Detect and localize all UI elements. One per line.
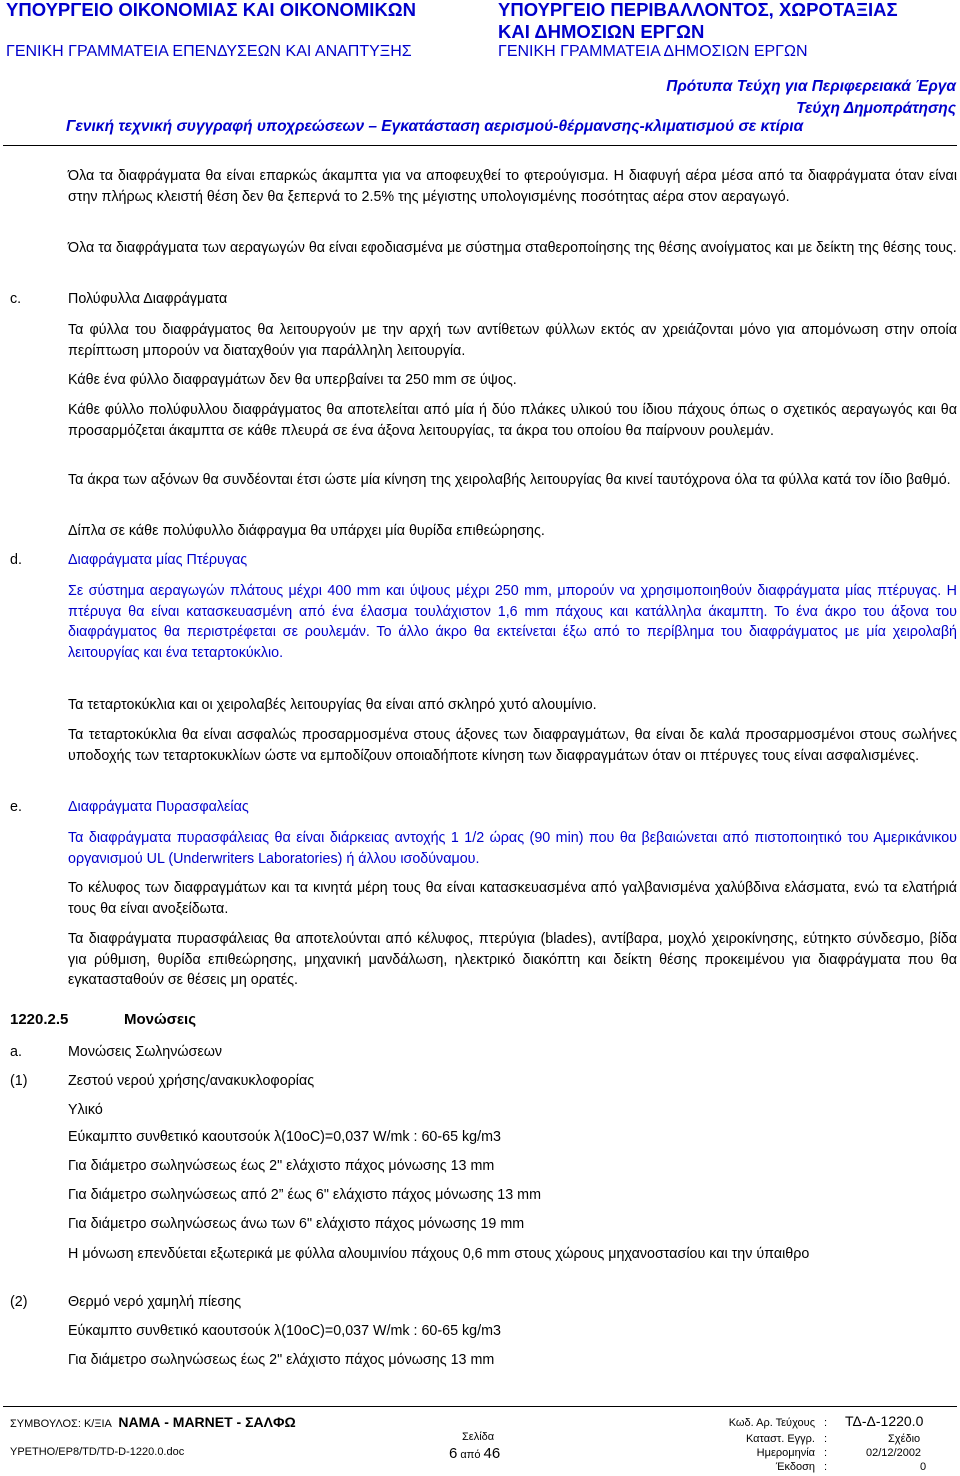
footer-page-of: από [460,1449,481,1461]
section-a-label: a. [10,1044,22,1060]
section-a-title: Μονώσεις Σωληνώσεων [68,1044,223,1060]
section-c-title: Πολύφυλλα Διαφράγματα [68,291,228,307]
section-d-title: Διαφράγματα μίας Πτέρυγας [68,552,248,568]
footer-colon-2: : [824,1433,828,1445]
footer-code-label: Κωδ. Αρ. Τεύχους [728,1417,815,1429]
footer-cat-value: Σχέδιο [888,1433,921,1445]
document-subject: Γενική τεχνική συγγραφή υποχρεώσεων – Εγκατάσταση αερισμού-θέρμανσης-κλιματισμού σε κτίρια [66,118,804,135]
item-1-title: Ζεστού νερού χρήσης/ανακυκλοφορίας [68,1073,315,1089]
footer-page-number [449,1447,500,1462]
document-type [666,76,956,120]
paragraph-d-2: Τα τεταρτοκύκλια και οι χειρολαβές λειτουργίας θα είναι από σκληρό χυτό αλουμίνιο. [68,697,597,713]
item-1-label: (1) [10,1073,28,1089]
item-2-line-1: Εύκαμπτο συνθετικό καουτσούκ λ(10oC)=0,037 W/mk : 60-65 kg/m3 [68,1323,501,1339]
footer-page-total: 46 [483,1445,501,1462]
paragraph-c-2: Κάθε ένα φύλλο διαφραγμάτων δεν θα υπερβαίνει τα 250 mm σε ύψος. [68,372,517,388]
footer-colon-1: : [824,1417,828,1429]
section-d-label: d. [10,552,22,568]
header-left-secretariat: ΓΕΝΙΚΗ ΓΡΑΜΜΑΤΕΙΑ ΕΠΕΝΔΥΣΕΩΝ ΚΑΙ ΑΝΑΠΤΥΞΗΣ [6,43,412,60]
footer-cat-label: Καταστ. Εγγρ. [745,1433,815,1445]
paragraph-e-2: Το κέλυφος των διαφραγμάτων και τα κινητά μέρη τους θα είναι κατασκευασμένα από γαλβανισμένα χαλύβδινα ελάσματα, ενώ τα ελατήριά τους θα είναι ανοξείδωτα. [68,880,957,917]
header-right-secretariat: ΓΕΝΙΚΗ ΓΡΑΜΜΑΤΕΙΑ ΔΗΜΟΣΙΩΝ ΕΡΓΩΝ [498,43,808,60]
section-c-label: c. [10,291,22,307]
paragraph-d-3: Τα τεταρτοκύκλια θα είναι ασφαλώς προσαρμοσμένα στους άξονες των διαφραγμάτων, θα είναι δε καλά προσαρμοσμένοι στους σωλήνες υποδοχής των τεταρτοκυκλίων ώστε να εμποδίζουν οποιαδήποτε κίνηση των διαφραγμάτων όταν οι πτέρυγες τους είναι ασφαλισμένες. [68,727,957,764]
footer-edition-value: 0 [920,1461,927,1473]
document-type-line-2: Τεύχη Δημοπράτησης [796,100,956,117]
header-left-ministry: ΥΠΟΥΡΓΕΙΟ ΟΙΚΟΝΟΜΙΑΣ ΚΑΙ ΟΙΚΟΝΟΜΙΚΩΝ [6,0,416,20]
section-e-title: Διαφράγματα Πυρασφαλείας [68,799,249,815]
item-2-label: (2) [10,1294,28,1310]
item-1-material: Υλικό [68,1102,103,1118]
footer-divider [3,1406,957,1407]
footer-colon-3: : [824,1447,828,1459]
item-1-line-4: Για διάμετρο σωληνώσεως άνω των 6" ελάχιστο πάχος μόνωσης 19 mm [68,1216,525,1232]
item-2-line-2: Για διάμετρο σωληνώσεως έως 2" ελάχιστο πάχος μόνωσης 13 mm [68,1352,495,1368]
header-right-ministry-2: ΚΑΙ ΔΗΜΟΣΙΩΝ ΕΡΓΩΝ [498,21,705,42]
section-e-label: e. [10,799,22,815]
footer-date-label: Ημερομηνία [756,1447,815,1459]
paragraph-c-4: Τα άκρα των αξόνων θα συνδέονται έτσι ώστε μία κίνηση της χειρολαβής λειτουργίας θα κινεί ταυτόχρονα όλα τα φύλλα κατά τον ίδιο βαθμό. [68,472,951,488]
paragraph-e-3: Τα διαφράγματα πυρασφάλειας θα αποτελούνται από κέλυφος, πτερύγια (blades), αντίβαρα, μοχλό χειροκίνησης, εύτηκτο σύνδεσμο, βίδα για ρύθμιση, θυρίδα επιθεώρησης, μηχανική μανδάλωση, ηλεκτρικό διακόπτη και δείκτη θέσης προκειμένου για διαφράγματα που θα εγκατασταθούν σε θέσεις μη ορατές. [68,931,957,988]
section-title: Μονώσεις [124,1011,197,1028]
header-right-ministry-1: ΥΠΟΥΡΓΕΙΟ ΠΕΡΙΒΑΛΛΟΝΤΟΣ, ΧΩΡΟΤΑΞΙΑΣ [498,0,898,20]
footer-advisor [10,1415,296,1431]
footer-edition-label: Έκδοση [775,1461,815,1473]
item-1-line-3: Για διάμετρο σωληνώσεως από 2” έως 6" ελάχιστο πάχος μόνωσης 13 mm [68,1187,542,1203]
item-1-line-5: Η μόνωση επενδύεται εξωτερικά με φύλλα αλουμινίου πάχους 0,6 mm στους χώρους μηχανοστασίου και την ύπαιθρο [68,1246,810,1262]
paragraph-d-1: Σε σύστημα αεραγωγών πλάτους μέχρι 400 mm και ύψους μέχρι 250 mm, μπορούν να χρησιμοποιηθούν διαφράγματα μίας πτέρυγας. Η πτέρυγα θα είναι κατασκευασμένη από ένα έλασμα τουλάχιστον 1,6 mm πάχους και κατάλληλα άκαμπτη. Το ένα άκρο του άξονα του διαφράγματος θα περιστρέφεται σε ρουλεμάν. Το άλλο άκρο θα εκτείνεται έξω από το περίβλημα του διαφράγματος με μία χειρολαβή λειτουργίας και ένα τεταρτοκύκλιο. [68,583,957,661]
item-2-title: Θερμό νερό χαμηλή πίεσης [68,1294,242,1310]
item-1-line-2: Για διάμετρο σωληνώσεως έως 2" ελάχιστο πάχος μόνωσης 13 mm [68,1158,495,1174]
paragraph-e-1: Τα διαφράγματα πυρασφάλειας θα είναι διάρκειας αντοχής 1 1/2 ώρας (90 min) που θα βεβαιώνεται από πιστοποιητικό του Αμερικάνικου οργανισμού UL (Underwriters Laboratories) ή άλλου ισοδύναμου. [68,830,957,867]
footer-doc-file: ΥΡΕΤΗΟ/ΕΡ8/TD/TD-D-1220.0.doc [10,1446,185,1458]
paragraph-damper-rigidity: Όλα τα διαφράγματα θα είναι επαρκώς άκαμπτα για να αποφευχθεί το φτερούγισμα. Η διαφυγή αέρα μέσα από τα διαφράγματα όταν είναι στην πλήρως κλειστή θέση δεν θα ξεπερνά το 2.5% της μέγιστης υπολογισμένης ποσότητας αέρα στον αεραγωγό. [68,168,957,205]
footer-page-label: Σελίδα [462,1431,495,1443]
footer-date-value: 02/12/2002 [866,1447,922,1459]
footer-advisor-name: ΝΑΜΑ - MARNET - ΣΑΛΦΩ [118,1414,296,1430]
header-left [6,0,416,62]
footer-page-current: 6 [449,1445,458,1462]
paragraph-damper-position-lock: Όλα τα διαφράγματα των αεραγωγών θα είναι εφοδιασμένα με σύστημα σταθεροποίησης της θέσης ανοίγματος και με δείκτη της θέσης τους. [68,240,957,256]
paragraph-c-3: Κάθε φύλλο πολύφυλλου διαφράγματος θα αποτελείται από μία ή δύο πλάκες υλικού του ίδιου πάχους όπως ο σχετικός αεραγωγός και θα προσαρμόζεται άκαμπτα σε κάθε πλευρά σε ένα άξονα λειτουργίας, τα άκρα του οποίου θα παίρνουν ρουλεμάν. [68,402,957,439]
paragraph-c-1: Τα φύλλα του διαφράγματος θα λειτουργούν με την αρχή των αντίθετων φύλλων εκτός αν χρειάζονται μόνο για απομόνωση στην οποία περίπτωση μπορούν να διαταχθούν για παράλληλη λειτουργία. [68,322,957,359]
item-1-line-1: Εύκαμπτο συνθετικό καουτσούκ λ(10oC)=0,037 W/mk : 60-65 kg/m3 [68,1129,501,1145]
document-type-line-1: Πρότυπα Τεύχη για Περιφερειακά Έργα [666,78,956,95]
header-right [498,0,898,62]
footer-advisor-label: ΣΥΜΒΟΥΛΟΣ: Κ/ΞΙΑ [10,1418,112,1430]
footer-colon-4: : [824,1461,828,1473]
paragraph-c-5: Δίπλα σε κάθε πολύφυλλο διάφραγμα θα υπάρχει μία θυρίδα επιθεώρησης. [68,523,545,539]
footer-code-value: ΤΔ-Δ-1220.0 [845,1413,924,1429]
header-divider [3,145,957,146]
section-number: 1220.2.5 [10,1011,69,1028]
